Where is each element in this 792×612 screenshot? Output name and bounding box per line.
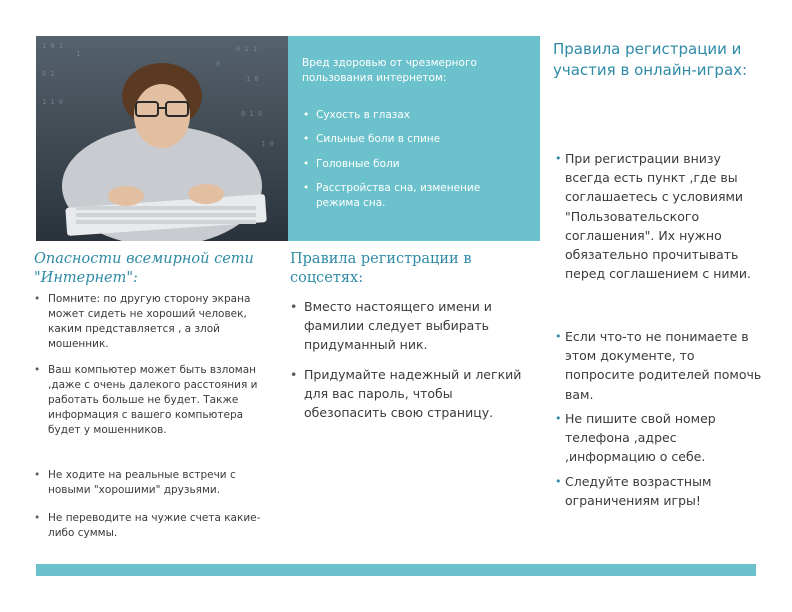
list-item: • Придумайте надежный и легкий для вас пароль, чтобы обезопасить свою страницу. [290, 365, 526, 422]
boy-at-keyboard-image [36, 36, 288, 241]
list-item: • Следуйте возрастным ограничениям игры! [555, 472, 765, 510]
health-harm-title: Вред здоровью от чрезмерного пользования интернетом: [302, 57, 477, 84]
list-item: • Помните: по другую сторону экрана может сидеть не хороший человек, каким представляется , а злой мошенник. [34, 292, 274, 352]
svg-text:1 0 1: 1 0 1 [42, 42, 64, 50]
list-item: • Ваш компьютер может быть взломан ,даже с очень далекого расстояния и работать больше не будет. Также информация с вашего компьютера будет у мошенников. [34, 363, 274, 438]
svg-text:0 1: 0 1 [42, 70, 55, 78]
svg-text:0 1 0: 0 1 0 [241, 110, 263, 118]
list-item: • Не пишите свой номер телефона ,адрес ,информацию о себе. [555, 409, 765, 467]
list-item: • Вместо настоящего имени и фамилии следует выбирать придуманный ник. [290, 297, 526, 354]
svg-text:1 0: 1 0 [246, 75, 259, 83]
social-rules-title: Правила регистрации в соцсетях: [290, 251, 472, 286]
list-item: • Расстройства сна, изменение режима сна. [303, 181, 526, 211]
svg-text:1 1 0: 1 1 0 [42, 98, 64, 106]
list-item: • Не переводите на чужие счета какие-либо суммы. [34, 511, 274, 541]
photo-illustration [36, 36, 288, 241]
list-item: • При регистрации внизу всегда есть пункт ,где вы соглашаетесь с условиями "Пользовательского соглашения". Их нужно обязательно прочитывать перед соглашением с ними. [555, 149, 765, 283]
list-item: • Если что-то не понимаете в этом документе, то попросите родителей помочь вам. [555, 327, 765, 404]
footer-accent-bar [36, 564, 756, 576]
list-item: • Не ходите на реальные встречи с новыми "хорошими" друзьями. [34, 468, 274, 498]
svg-text:1 0: 1 0 [261, 140, 274, 148]
internet-dangers-title: Опасности всемирной сети "Интернет": [34, 251, 254, 286]
list-item: • Сухость в глазах [303, 108, 526, 123]
svg-text:0 1 1: 0 1 1 [236, 45, 258, 53]
list-item: • Головные боли [303, 157, 526, 172]
svg-text:1: 1 [76, 50, 81, 58]
list-item: • Сильные боли в спине [303, 132, 526, 147]
game-rules-title: Правила регистрации и участия в онлайн-играх: [553, 40, 748, 79]
svg-text:0: 0 [216, 60, 221, 68]
